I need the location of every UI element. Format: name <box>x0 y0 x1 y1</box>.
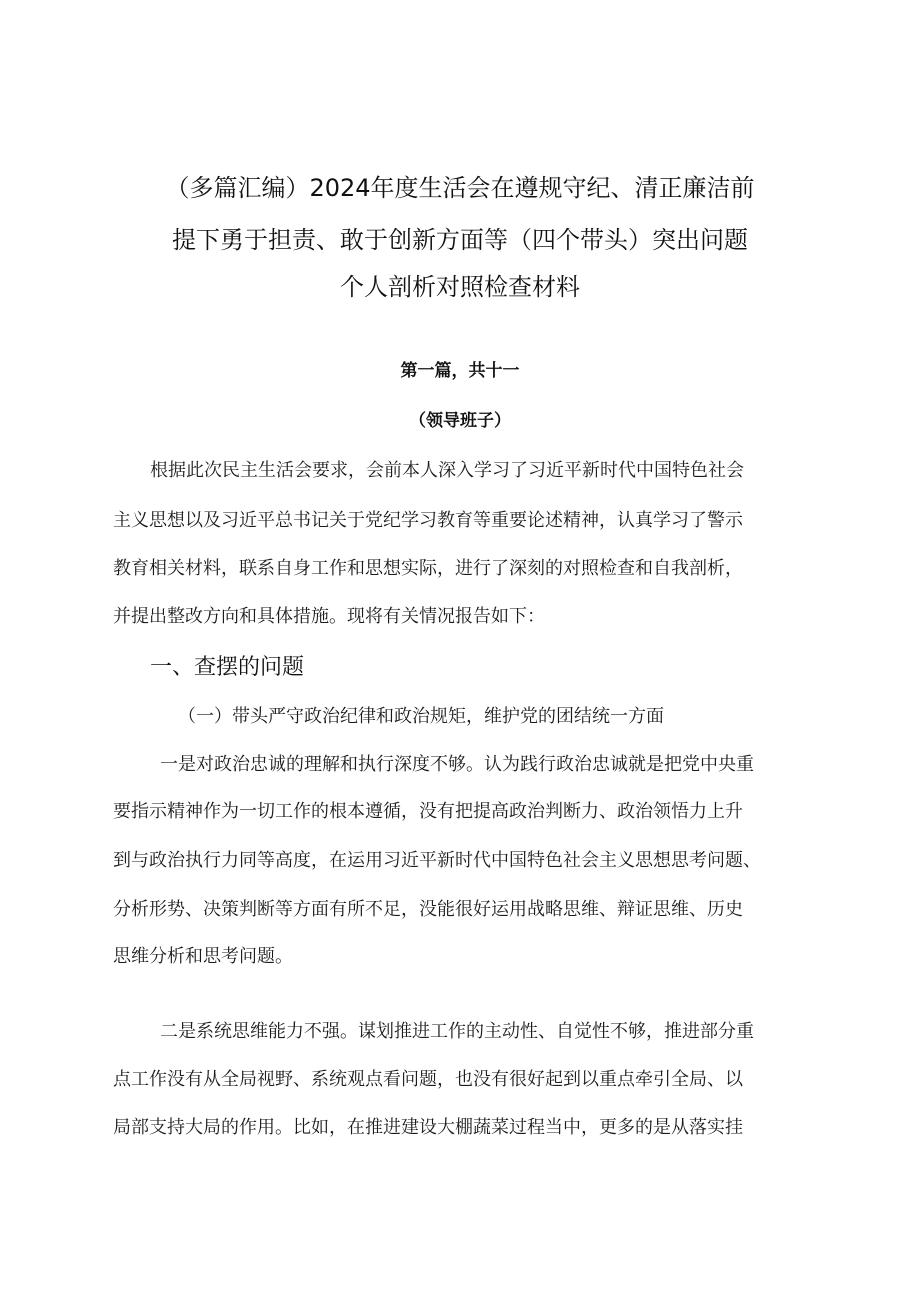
chapter-label: 第一篇，共十一 <box>400 361 520 381</box>
paragraph-1-line-1: 一是对政治忠诚的理解和执行深度不够。认为践行政治忠诚就是把党中央重 <box>160 754 754 775</box>
section-heading-1: 一、查摆的问题 <box>150 655 305 680</box>
role-label: （领导班子） <box>409 411 511 431</box>
paragraph-2-line-1: 二是系统思维能力不强。谋划推进工作的主动性、自觉性不够，推进部分重 <box>160 1021 754 1042</box>
paragraph-1-line-5: 思维分析和思考问题。 <box>113 946 293 967</box>
intro-line-2: 主义思想以及习近平总书记关于党纪学习教育等重要论述精神，认真学习了警示 <box>113 510 743 531</box>
title-line-2: 提下勇于担责、敢于创新方面等（四个带头）突出问题 <box>172 226 748 254</box>
paragraph-1-line-3: 到与政治执行力同等高度，在运用习近平新时代中国特色社会主义思想思考问题、 <box>113 850 761 871</box>
paragraph-2-line-2: 点工作没有从全局视野、系统观点看问题，也没有很好起到以重点牵引全局、以 <box>113 1069 743 1090</box>
intro-line-1: 根据此次民主生活会要求，会前本人深入学习了习近平新时代中国特色社会 <box>150 460 744 481</box>
intro-line-3: 教育相关材料，联系自身工作和思想实际，进行了深刻的对照检查和自我剖析， <box>113 558 743 579</box>
paragraph-1-line-2: 要指示精神作为一切工作的根本遵循，没有把提高政治判断力、政治领悟力上升 <box>113 801 743 822</box>
title-line-3: 个人剖析对照检查材料 <box>340 273 580 301</box>
paragraph-1-line-4: 分析形势、决策判断等方面有所不足，没能很好运用战略思维、辩证思维、历史 <box>113 899 743 920</box>
title-line-1: （多篇汇编）2024年度生活会在遵规守纪、清正廉洁前 <box>165 174 755 202</box>
paragraph-2-line-3: 局部支持大局的作用。比如，在推进建设大棚蔬菜过程当中，更多的是从落实挂 <box>113 1117 743 1138</box>
subsection-heading-1: （一）带头严守政治纪律和政治规矩，维护党的团结统一方面 <box>178 706 664 727</box>
intro-line-4: 并提出整改方向和具体措施。现将有关情况报告如下： <box>113 606 545 627</box>
